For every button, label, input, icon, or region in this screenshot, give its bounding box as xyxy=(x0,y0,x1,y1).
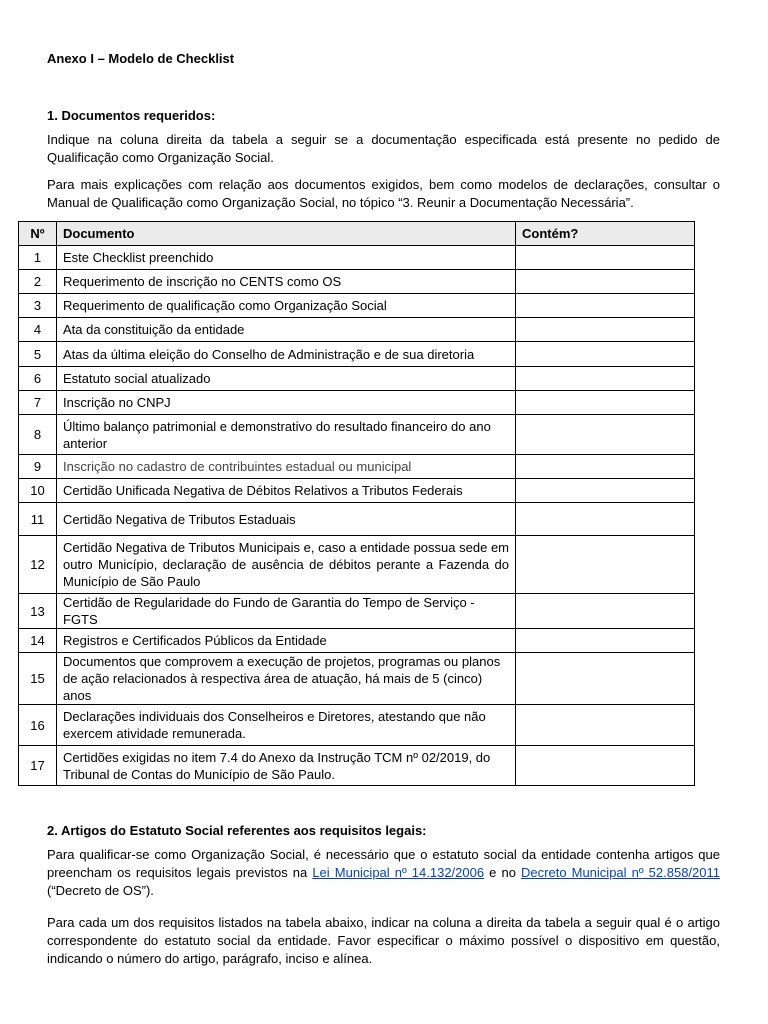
row-contains-cell[interactable] xyxy=(516,503,695,536)
row-contains-cell[interactable] xyxy=(516,246,695,270)
row-contains-cell[interactable] xyxy=(516,270,695,294)
table-row xyxy=(19,391,695,415)
section2-text-a: Para qualificar-se como Organização Social, é necessário que o estatuto social da entidade contenha artigos que preencham os requisitos legais previstos na xyxy=(47,847,720,880)
row-document: Atas da última eleição do Conselho de Administração e de sua diretoria xyxy=(57,342,516,367)
table-header-row xyxy=(19,222,695,246)
section1-paragraph-1: Indique na coluna direita da tabela a seguir se a documentação especificada está presente no pedido de Qualificação como Organização Social. xyxy=(47,132,720,165)
row-contains-cell[interactable] xyxy=(516,594,695,629)
row-document: Estatuto social atualizado xyxy=(57,367,516,391)
row-document: Declarações individuais dos Conselheiros e Diretores, atestando que não exercem atividade remunerada. xyxy=(57,705,516,746)
row-number: 8 xyxy=(19,415,57,455)
row-number: 17 xyxy=(19,746,57,786)
row-document: Último balanço patrimonial e demonstrativo do resultado financeiro do ano anterior xyxy=(57,415,516,455)
row-contains-cell[interactable] xyxy=(516,455,695,479)
table-row xyxy=(19,455,695,479)
row-contains-cell[interactable] xyxy=(516,367,695,391)
row-document: Certidões exigidas no item 7.4 do Anexo da Instrução TCM nº 02/2019, do Tribunal de Contas do Município de São Paulo. xyxy=(57,746,516,786)
row-number: 11 xyxy=(19,503,57,536)
table-row xyxy=(19,270,695,294)
page-title: Anexo I – Modelo de Checklist xyxy=(47,51,235,66)
section2-paragraph-2: Para cada um dos requisitos listados na tabela abaixo, indicar na coluna a direita da tabela a seguir qual é o artigo correspondente do estatuto social da entidade. Favor especificar o máximo possível o dispositivo em questão, indicando o número do artigo, parágrafo, inciso e alínea. xyxy=(47,915,720,966)
decreto-municipal-link[interactable]: Decreto Municipal nº 52.858/2011 xyxy=(521,865,721,880)
row-number: 1 xyxy=(19,246,57,270)
lei-municipal-link[interactable]: Lei Municipal nº 14.132/2006 xyxy=(312,865,485,880)
row-document: Inscrição no CNPJ xyxy=(57,391,516,415)
section2-text-c: (“Decreto de OS”). xyxy=(47,883,154,898)
header-document: Documento xyxy=(57,222,516,246)
row-contains-cell[interactable] xyxy=(516,536,695,594)
row-document: Requerimento de inscrição no CENTS como OS xyxy=(57,270,516,294)
row-number: 3 xyxy=(19,294,57,318)
table-row xyxy=(19,629,695,653)
table-row xyxy=(19,705,695,746)
header-contains: Contém? xyxy=(516,222,695,246)
row-number: 12 xyxy=(19,536,57,594)
table-row xyxy=(19,536,695,594)
row-document: Certidão Negativa de Tributos Estaduais xyxy=(57,503,516,536)
row-number: 2 xyxy=(19,270,57,294)
row-number: 6 xyxy=(19,367,57,391)
row-number: 5 xyxy=(19,342,57,367)
table-row xyxy=(19,479,695,503)
row-number: 14 xyxy=(19,629,57,653)
row-document: Certidão Negativa de Tributos Municipais e, caso a entidade possua sede em outro Município, declaração de ausência de débitos perante a Fazenda do Município de São Paulo xyxy=(57,536,516,594)
table-row xyxy=(19,746,695,786)
row-contains-cell[interactable] xyxy=(516,342,695,367)
row-contains-cell[interactable] xyxy=(516,415,695,455)
table-row xyxy=(19,653,695,705)
row-number: 16 xyxy=(19,705,57,746)
row-document: Certidão Unificada Negativa de Débitos Relativos a Tributos Federais xyxy=(57,479,516,503)
table-row xyxy=(19,594,695,629)
section1-paragraph-2: Para mais explicações com relação aos documentos exigidos, bem como modelos de declarações, consultar o Manual de Qualificação como Organização Social, no tópico “3. Reunir a Documentação Necessária”. xyxy=(47,177,720,210)
table-row xyxy=(19,294,695,318)
row-document: Registros e Certificados Públicos da Entidade xyxy=(57,629,516,653)
table-row xyxy=(19,367,695,391)
row-contains-cell[interactable] xyxy=(516,746,695,786)
table-row xyxy=(19,318,695,342)
row-document: Documentos que comprovem a execução de projetos, programas ou planos de ação relacionados à respectiva área de atuação, há mais de 5 (cinco) anos xyxy=(57,653,516,705)
section2-heading: 2. Artigos do Estatuto Social referentes aos requisitos legais: xyxy=(47,823,427,838)
table-row xyxy=(19,342,695,367)
table-row xyxy=(19,503,695,536)
table-row xyxy=(19,415,695,455)
row-number: 13 xyxy=(19,594,57,629)
row-number: 15 xyxy=(19,653,57,705)
documents-table xyxy=(18,221,695,786)
section2-text-b: e no xyxy=(484,865,522,880)
row-document: Inscrição no cadastro de contribuintes estadual ou municipal xyxy=(57,455,516,479)
section2-paragraph-1 xyxy=(47,846,720,900)
row-contains-cell[interactable] xyxy=(516,294,695,318)
row-number: 9 xyxy=(19,455,57,479)
row-contains-cell[interactable] xyxy=(516,705,695,746)
row-contains-cell[interactable] xyxy=(516,479,695,503)
table-row xyxy=(19,246,695,270)
row-number: 4 xyxy=(19,318,57,342)
row-contains-cell[interactable] xyxy=(516,318,695,342)
row-number: 7 xyxy=(19,391,57,415)
row-contains-cell[interactable] xyxy=(516,629,695,653)
row-number: 10 xyxy=(19,479,57,503)
row-document: Ata da constituição da entidade xyxy=(57,318,516,342)
section1-heading: 1. Documentos requeridos: xyxy=(47,108,216,123)
row-contains-cell[interactable] xyxy=(516,653,695,705)
row-document: Certidão de Regularidade do Fundo de Garantia do Tempo de Serviço - FGTS xyxy=(57,594,516,629)
header-number: Nº xyxy=(19,222,57,246)
row-document: Requerimento de qualificação como Organização Social xyxy=(57,294,516,318)
row-document: Este Checklist preenchido xyxy=(57,246,516,270)
row-contains-cell[interactable] xyxy=(516,391,695,415)
